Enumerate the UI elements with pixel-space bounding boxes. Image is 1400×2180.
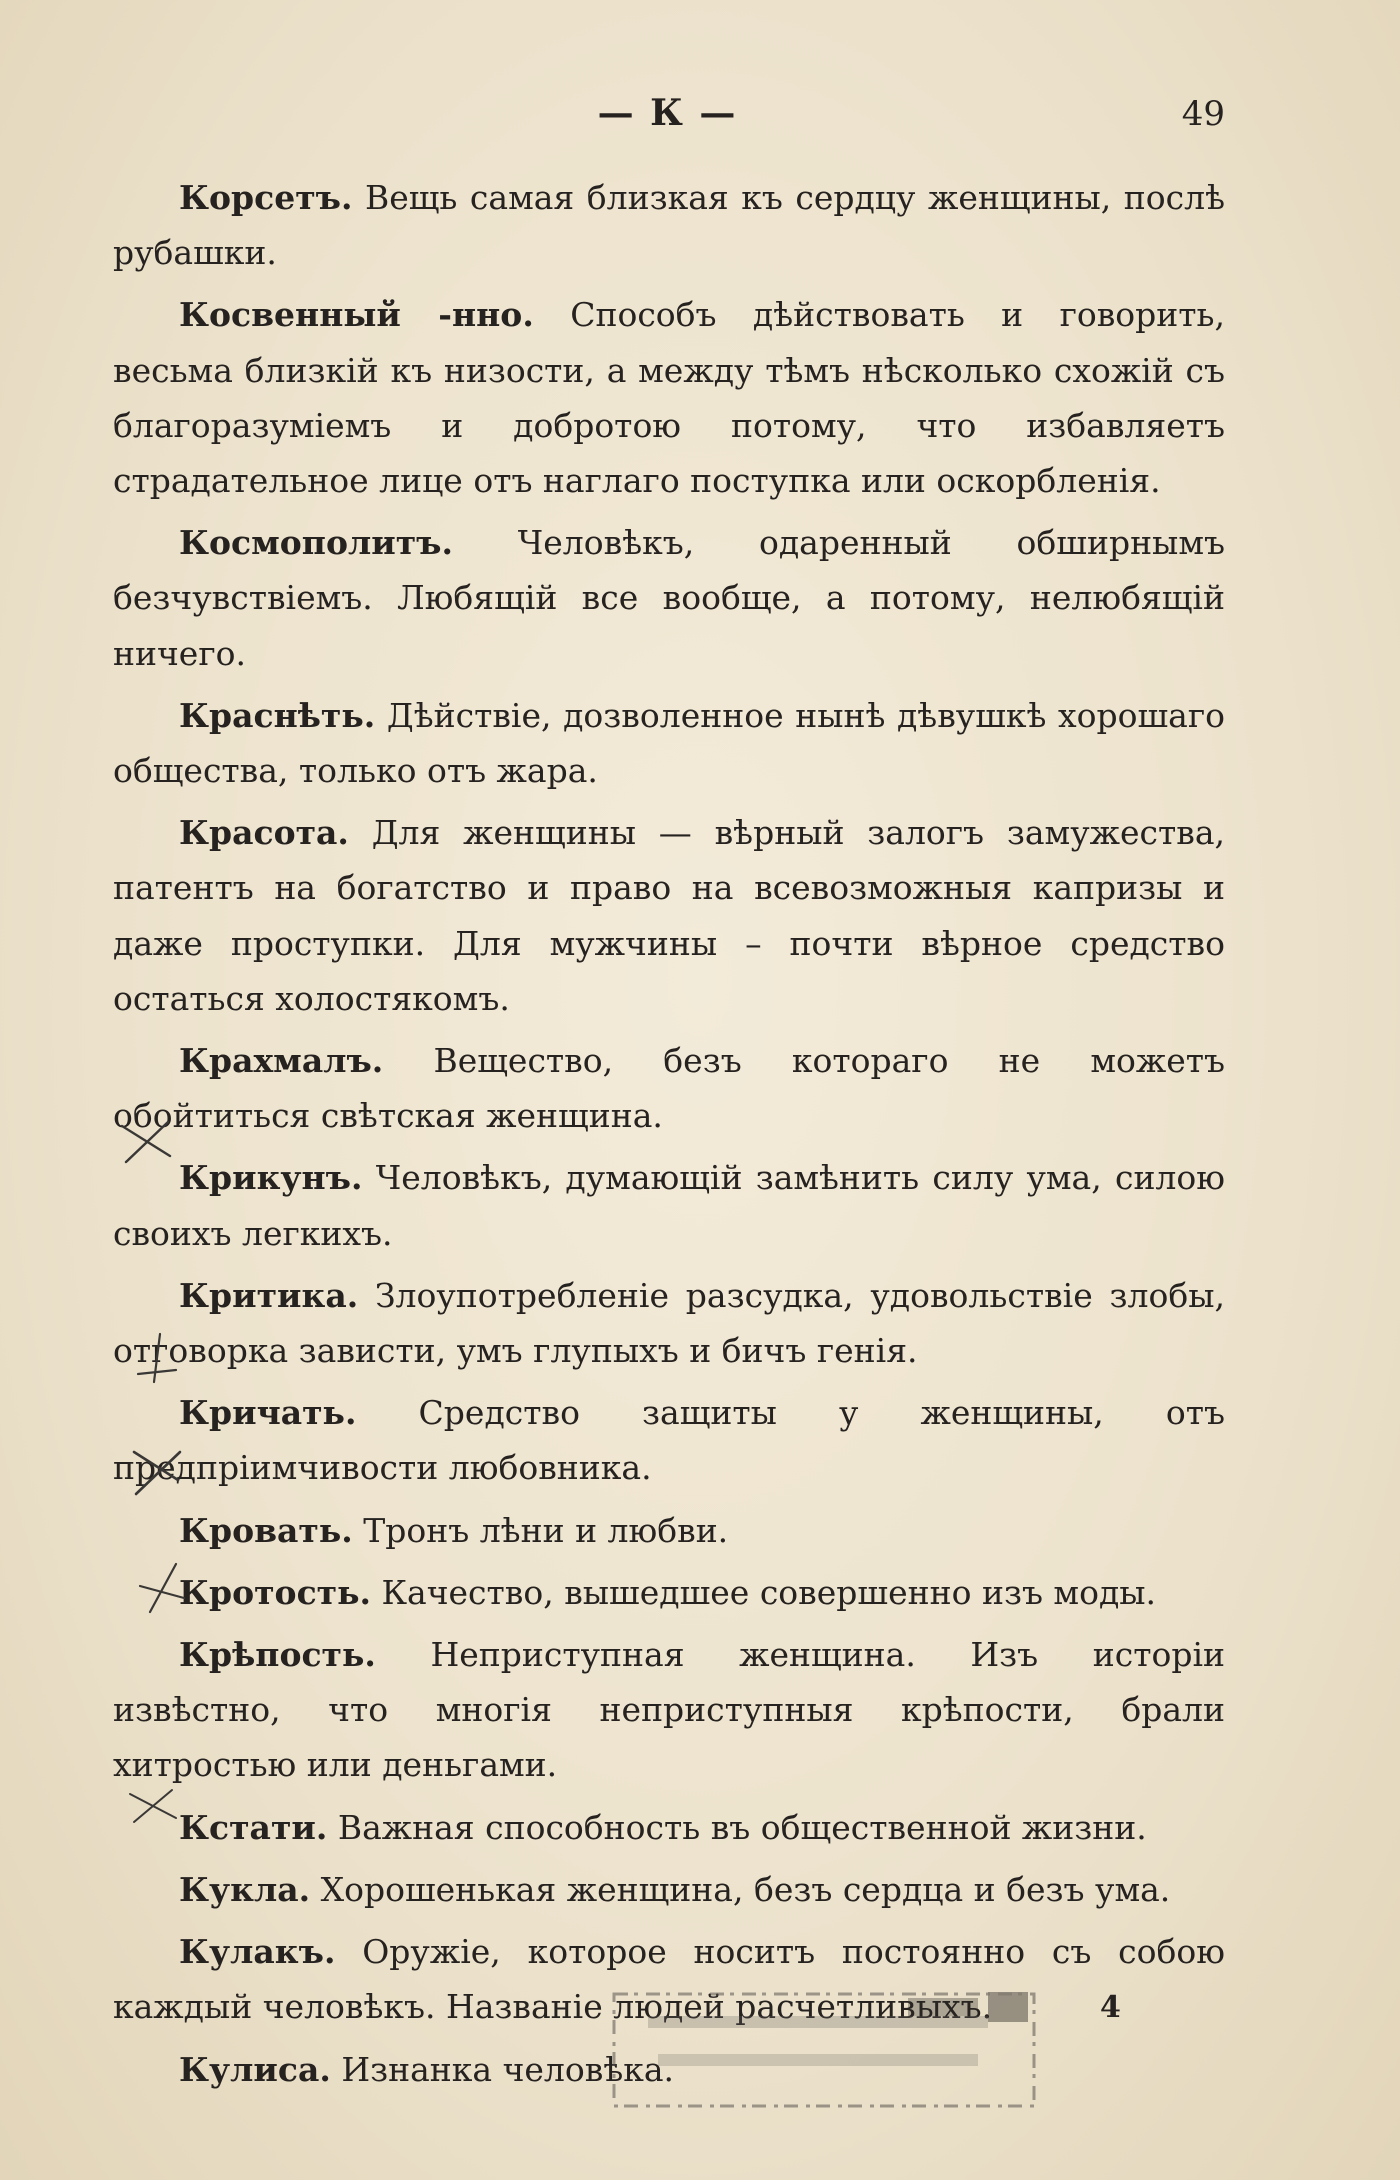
entry-term: Кротость. [179,1572,371,1612]
entry-term: Корсетъ. [179,178,353,217]
entry-term: Косвенный -нно. [179,295,534,335]
entry-term: Критика. [179,1275,359,1315]
entry-krepost [113,1627,1225,1793]
entry-definition: Хорошенькая женщина, безъ сердца и безъ ума. [310,1869,1171,1909]
pencil-tick-mark-icon [130,1330,190,1390]
section-letter: — К — [597,92,738,134]
entry-definition: Для женщины — вѣрный залогъ замужества, патентъ на богатство и право на всевозможныя капризы и даже проступки. Для мужчины – почти вѣрное средство остаться холостякомъ. [113,813,1225,1018]
entry-definition: Изнанка человѣка. [330,2049,675,2089]
entry-definition: Неприступная женщина. Изъ исторіи извѣстно, что многія неприступныя крѣпости, брали хитростью или деньгами. [113,1635,1225,1785]
entry-term: Кулиса. [179,2049,331,2089]
entry-term: Краснѣть. [179,695,376,735]
entry-definition: Вещество, безъ котораго не можетъ обойтиться свѣтская женщина. [113,1041,1225,1136]
entry-term: Кулакъ. [179,1932,336,1972]
entry-korset [113,170,1225,280]
entry-krotost [113,1565,1225,1620]
entry-kukla [113,1862,1225,1917]
entry-term: Кукла. [179,1869,311,1909]
pencil-cross-mark-icon [124,1774,184,1834]
entry-term: Красота. [179,813,349,853]
entry-definition: Дѣйствіе, дозволенное нынѣ дѣвушкѣ хорошаго общества, только отъ жара. [113,695,1225,791]
pencil-cross-mark-icon [118,1112,178,1172]
entry-kosvenny [113,287,1225,508]
entry-definition: Человѣкъ, думающій замѣнить силу ума, силою своихъ легкихъ. [113,1158,1225,1253]
entry-term: Крахмалъ. [179,1041,384,1081]
entry-definition: Важная способность въ общественной жизни. [327,1807,1147,1847]
entry-definition: Средство защиты у женщины, отъ предпріимчивости любовника. [113,1393,1225,1488]
entry-krichat [113,1385,1225,1495]
entry-term: Крѣпость. [179,1635,376,1675]
entry-kstati [113,1800,1225,1855]
entry-definition: Вещь самая близкая къ сердцу женщины, послѣ рубашки. [113,178,1225,273]
entry-term: Кровать. [179,1510,353,1550]
entry-krikun [113,1150,1225,1260]
entry-krovat [113,1503,1225,1558]
page-number: 49 [1181,94,1225,134]
entry-krasnet [113,688,1225,798]
pencil-tick-mark-icon [132,1556,192,1616]
pencil-cross-mark-icon [128,1440,188,1500]
running-header [110,92,1225,138]
entry-definition: Способъ дѣйствовать и говорить, весьма близкій къ низости, а между тѣмъ нѣсколько схожій съ благоразуміемъ и добротою потому, что избавляетъ страдательное лице отъ наглаго поступка или оскорбленія. [113,295,1225,501]
dictionary-body [113,170,1225,2104]
entry-term: Кстати. [179,1807,328,1847]
entry-krakhmal [113,1033,1225,1143]
entry-krasota [113,805,1225,1026]
entry-term: Космополитъ. [179,523,453,563]
entry-kritika [113,1268,1225,1378]
entry-term: Кричать. [179,1393,357,1433]
entry-kosmopolit [113,515,1225,681]
entry-definition: Тронъ лѣни и любви. [352,1510,729,1550]
entry-definition: Злоупотребленіе разсудка, удовольствіе злобы, отговорка зависти, умъ глупыхъ и бичъ генія. [113,1275,1225,1371]
entry-term: Крикунъ. [179,1158,363,1198]
entry-definition: Качество, вышедшее совершенно изъ моды. [371,1572,1157,1612]
entry-definition: Оружіе, которое носитъ постоянно съ собою каждый человѣкъ. Названіе людей расчетливыхъ. [113,1932,1225,2027]
signature-mark: 4 [1100,1990,1121,2025]
entry-definition: Человѣкъ, одаренный обширнымъ безчувствіемъ. Любящій все вообще, а потому, нелюбящій ничего. [113,523,1225,673]
library-stamp [608,1984,1048,2116]
